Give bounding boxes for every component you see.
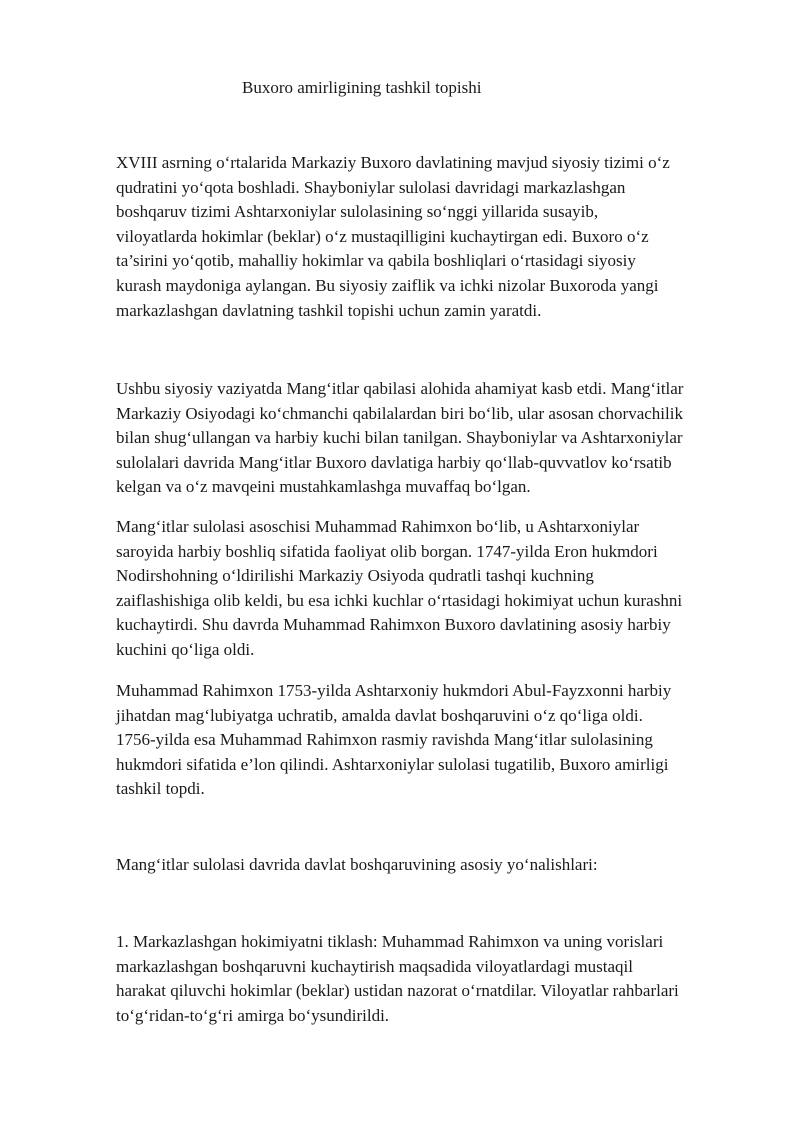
text-line: 1. Markazlashgan hokimiyatni tiklash: Muhammad Rahimxon va uning vorislari <box>116 932 664 951</box>
text-line: tashkil topdi. <box>116 779 205 799</box>
text-line: kuchini qo‘liga oldi. <box>116 639 255 659</box>
text-line: kuchaytirdi. Shu davrda Muhammad Rahimxon Buxoro davlatining asosiy harbiy <box>116 615 671 635</box>
text-line: Muhammad Rahimxon 1753-yilda Ashtarxoniy hukmdori Abul-Fayzxonni harbiy <box>116 681 672 700</box>
text-line: to‘g‘ridan-to‘g‘ri amirga bo‘ysundirildi. <box>116 1005 390 1025</box>
text-line: kelgan va o‘z mavqeini mustahkamlashga muvaffaq bo‘lgan. <box>116 477 531 497</box>
text-line: harakat qiluvchi hokimlar (beklar) ustidan nazorat o‘rnatdilar. Viloyatlar rahbarlari <box>116 981 679 1001</box>
text-line: hukmdori sifatida e’lon qilindi. Ashtarxoniylar sulolasi tugatilib, Buxoro amirligi <box>116 754 669 774</box>
text-line: XVIII asrning o‘rtalarida Markaziy Buxoro davlatining mavjud siyosiy tizimi o‘z <box>116 153 670 172</box>
text-line: zaiflashishiga olib keldi, bu esa ichki kuchlar o‘rtasidagi hokimiyat uchun kurashni <box>116 590 683 610</box>
paragraph-establishment <box>116 679 756 802</box>
text-line: kurash maydoniga aylangan. Bu siyosiy zaiflik va ichki nizolar Buxoroda yangi <box>116 275 659 295</box>
text-line: Mang‘itlar sulolasi davrida davlat boshqaruvining asosiy yo‘nalishlari: <box>116 855 598 874</box>
paragraph-founder <box>116 515 756 663</box>
text-line: jihatdan mag‘lubiyatga uchratib, amalda davlat boshqaruvini o‘z qo‘liga oldi. <box>116 705 643 725</box>
text-line: Mang‘itlar sulolasi asoschisi Muhammad Rahimxon bo‘lib, u Ashtarxoniylar <box>116 517 640 536</box>
text-line: markazlashgan boshqaruvni kuchaytirish maqsadida viloyatlardagi mustaqil <box>116 956 633 976</box>
text-line: saroyida harbiy boshliq sifatida faoliyat olib borgan. 1747-yilda Eron hukmdori <box>116 541 658 561</box>
text-line: markazlashgan davlatning tashkil topishi uchun zamin yaratdi. <box>116 300 542 320</box>
text-line: ta’sirini yo‘qotib, mahalliy hokimlar va qabila boshliqlari o‘rtasidagi siyosiy <box>116 251 636 271</box>
document-title: Buxoro amirligining tashkil topishi <box>242 78 482 97</box>
text-line: Ushbu siyosiy vaziyatda Mang‘itlar qabilasi alohida ahamiyat kasb etdi. Mang‘itlar <box>116 379 684 398</box>
text-line: Nodirshohning o‘ldirilishi Markaziy Osiyoda qudratli tashqi kuchning <box>116 566 594 586</box>
text-line: sulolalari davrida Mang‘itlar Buxoro davlatiga harbiy qo‘llab-quvvatlov ko‘rsatib <box>116 452 672 472</box>
text-line: Markaziy Osiyodagi ko‘chmanchi qabilalardan biri bo‘lib, ular asosan chorvachilik <box>116 403 683 423</box>
text-line: bilan shug‘ullangan va harbiy kuchi bilan tanilgan. Shayboniylar va Ashtarxoniylar <box>116 428 683 448</box>
paragraph-directions-heading <box>116 853 756 878</box>
paragraph-list-item-1 <box>116 930 756 1028</box>
paragraph-mangits <box>116 377 756 500</box>
text-line: 1756-yilda esa Muhammad Rahimxon rasmiy ravishda Mang‘itlar sulolasining <box>116 730 653 750</box>
text-line: qudratini yo‘qota boshladi. Shayboniylar sulolasi davridagi markazlashgan <box>116 177 626 197</box>
paragraph-intro <box>116 151 756 323</box>
text-line: viloyatlarda hokimlar (beklar) o‘z mustaqilligini kuchaytirgan edi. Buxoro o‘z <box>116 226 649 246</box>
text-line: boshqaruv tizimi Ashtarxoniylar sulolasining so‘nggi yillarida susayib, <box>116 202 599 222</box>
